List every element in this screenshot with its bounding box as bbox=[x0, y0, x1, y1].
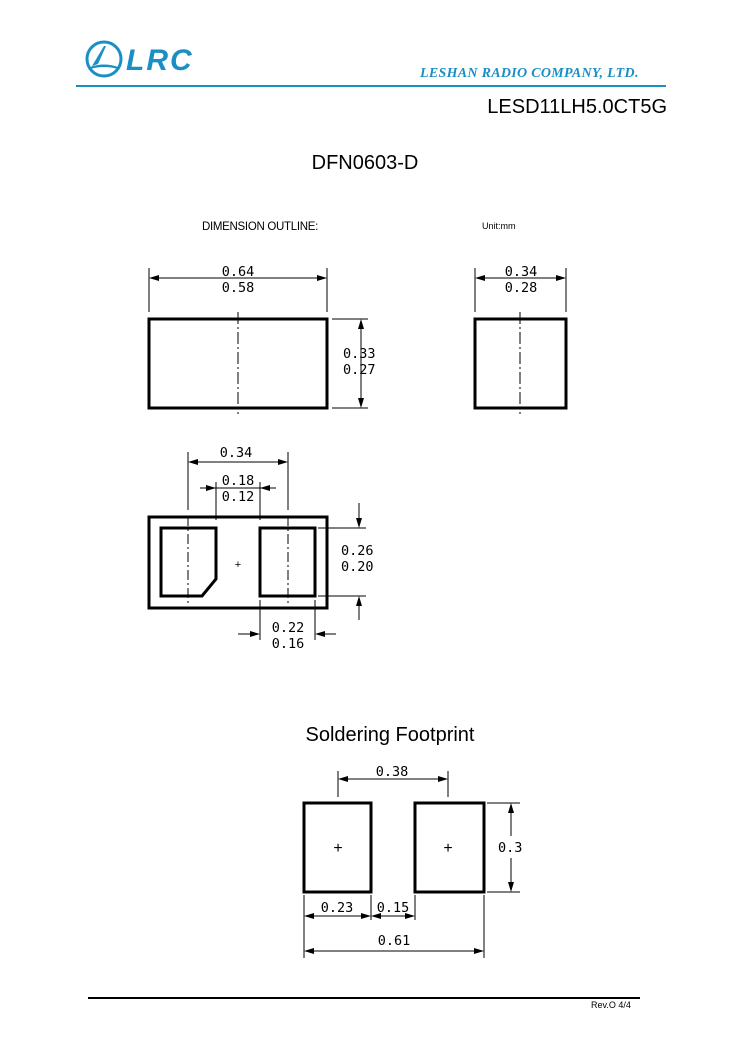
bottom-view-center-mark: + bbox=[234, 559, 242, 571]
top-view-width-min: 0.58 bbox=[221, 280, 255, 296]
bottom-view-pad-width-max: 0.22 bbox=[271, 620, 305, 636]
footprint-pad-2-center-mark: + bbox=[443, 840, 453, 857]
top-view-height-max: 0.33 bbox=[343, 346, 376, 362]
footprint-gap: 0.15 bbox=[376, 900, 410, 916]
footprint-height: 0.3 bbox=[498, 840, 523, 856]
footprint-pad-1-center-mark: + bbox=[333, 840, 343, 857]
side-view bbox=[475, 264, 566, 414]
top-view-width-max: 0.64 bbox=[221, 264, 255, 280]
footprint-title: Soldering Footprint bbox=[305, 724, 475, 746]
unit-label: Unit:mm bbox=[482, 221, 516, 231]
company-name: LESHAN RADIO COMPANY, LTD. bbox=[420, 66, 639, 81]
dimension-outline-label: DIMENSION OUTLINE: bbox=[202, 221, 319, 233]
footprint-view bbox=[304, 764, 522, 958]
footprint-pad-width: 0.23 bbox=[320, 900, 354, 916]
bottom-view-pitch: 0.34 bbox=[219, 445, 253, 461]
footer-divider bbox=[88, 997, 640, 999]
lrc-logo-text: LRC bbox=[126, 44, 194, 77]
package-title: DFN0603-D bbox=[311, 152, 419, 174]
footprint-total-width: 0.61 bbox=[377, 933, 411, 949]
bottom-view bbox=[149, 445, 374, 652]
bottom-view-gap-max: 0.18 bbox=[221, 473, 255, 489]
footprint-pitch: 0.38 bbox=[375, 764, 409, 780]
top-view bbox=[149, 264, 376, 414]
side-view-width-min: 0.28 bbox=[504, 280, 538, 296]
bottom-view-pad-width-min: 0.16 bbox=[271, 636, 305, 652]
bottom-view-pad-height-max: 0.26 bbox=[341, 543, 374, 559]
revision-label: Rev.O 4/4 bbox=[591, 1000, 631, 1010]
part-number: LESD11LH5.0CT5G bbox=[487, 96, 667, 118]
bottom-view-pad-height-min: 0.20 bbox=[341, 559, 374, 575]
top-view-height-min: 0.27 bbox=[343, 362, 376, 378]
side-view-width-max: 0.34 bbox=[504, 264, 538, 280]
bottom-view-gap-min: 0.12 bbox=[221, 489, 255, 505]
